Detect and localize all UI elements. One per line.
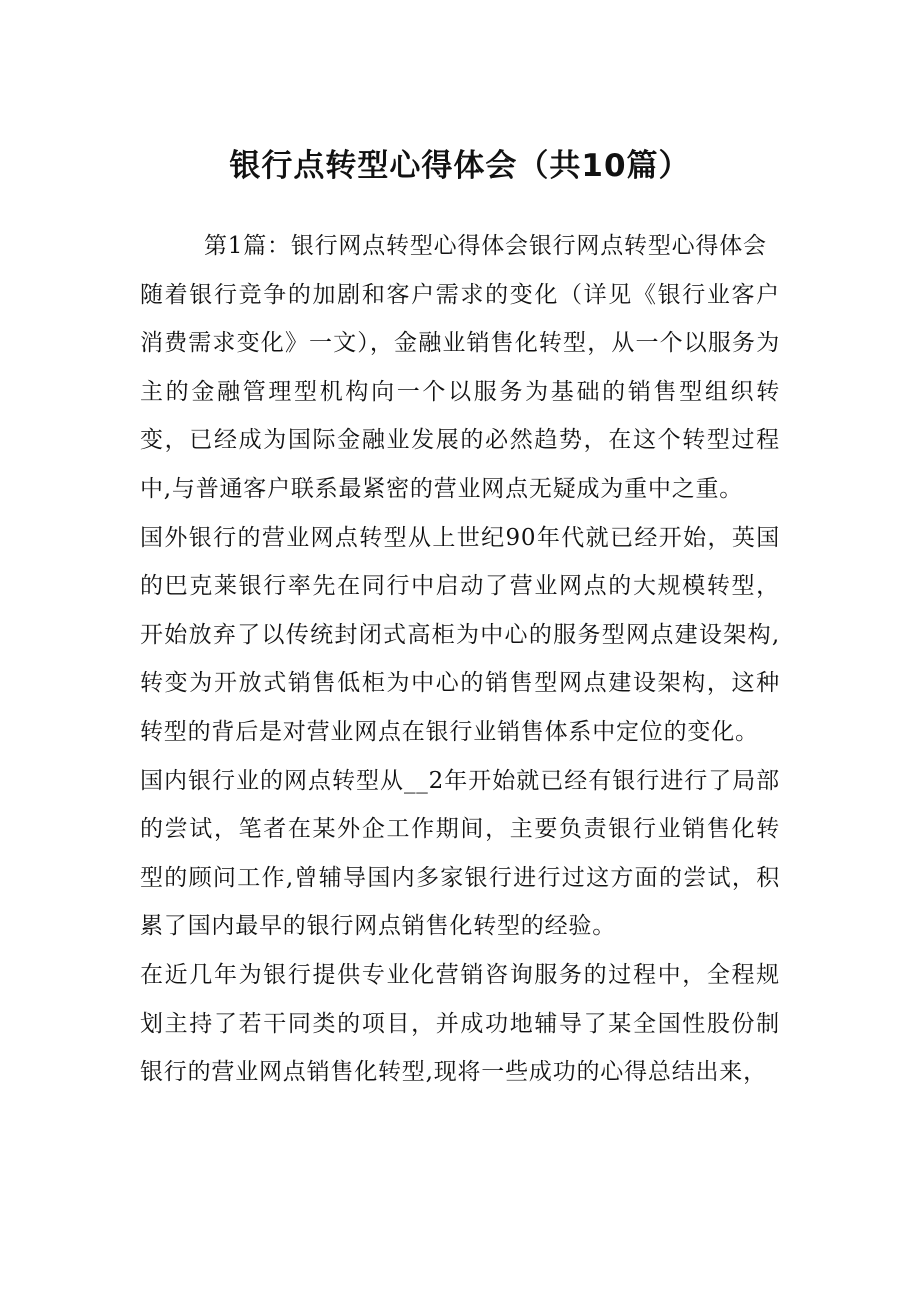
document-body xyxy=(140,222,780,1097)
document-title: 银行点转型心得体会（共10篇） xyxy=(229,148,691,184)
paragraph: 在近几年为银行提供专业化营销咨询服务的过程中，全程规划主持了若干同类的项目，并成功地辅导了某全国性股份制银行的营业网点销售化转型,现将一些成功的心得总结出来， xyxy=(140,961,780,1086)
paragraph: 国外银行的营业网点转型从上世纪90年代就已经开始，英国的巴克莱银行率先在同行中启动了营业网点的大规模转型，开始放弃了以传统封闭式高柜为中心的服务型网点建设架构,转变为开放式销售低柜为中心的销售型网点建设架构，这种转型的背后是对营业网点在银行业销售体系中定位的变化。 xyxy=(140,524,780,745)
paragraph: 随着银行竞争的加剧和客户需求的变化（详见《银行业客户消费需求变化》一文），金融业销售化转型，从一个以服务为主的金融管理型机构向一个以服务为基础的销售型组织转变，已经成为国际金融业发展的必然趋势，在这个转型过程中,与普通客户联系最紧密的营业网点无疑成为重中之重。 xyxy=(140,281,780,502)
paragraph-chapter-heading: 第1篇：银行网点转型心得体会银行网点转型心得体会 xyxy=(204,233,767,259)
paragraph: 国内银行业的网点转型从__2年开始就已经有银行进行了局部的尝试，笔者在某外企工作期间，主要负责银行业销售化转型的顾问工作,曾辅导国内多家银行进行过这方面的尝试，积累了国内最早的银行网点销售化转型的经验。 xyxy=(140,767,780,940)
